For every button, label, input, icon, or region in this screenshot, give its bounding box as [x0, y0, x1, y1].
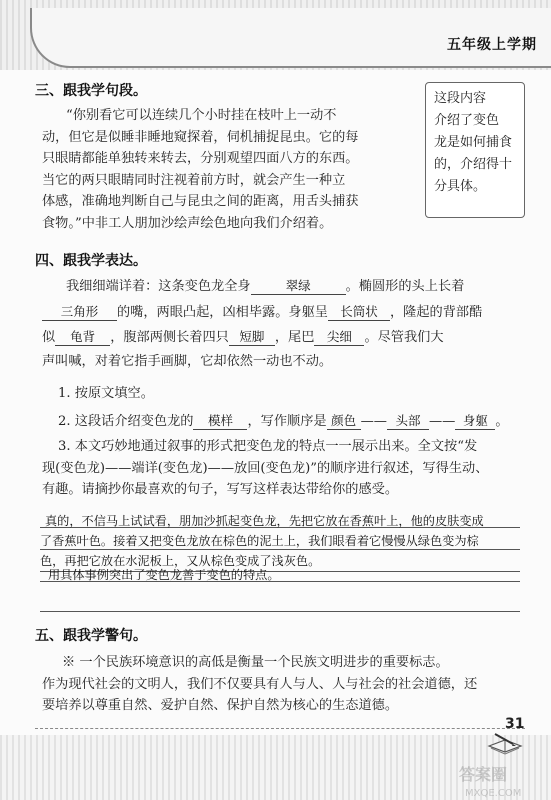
passage-line-1: 我细细端详着：这条变色龙全身 翠绿 。椭圆形的头上长着	[66, 278, 465, 294]
book-pencil-icon	[485, 730, 525, 756]
question-2: 2. 这段话介绍变色龙的 模样 ，写作顺序是 颜色 —— 头部 —— 身躯 。	[58, 413, 509, 429]
callout-line: 介绍了变色	[434, 113, 500, 128]
maxim-line: 要培养以尊重自然、爱护自然、保护自然为核心的生态道德。	[42, 698, 399, 713]
section-4-passage	[42, 276, 522, 372]
section-3-title: 三、跟我学句段。	[35, 83, 147, 99]
comment-callout	[425, 82, 525, 218]
callout-line: 分具体。	[434, 179, 487, 194]
passage-line: 食物。”中非工人朋加沙绘声绘色地向我们介绍着。	[42, 215, 333, 231]
watermark-text: 答案圈	[459, 765, 508, 784]
fill-blank: 翠绿	[251, 278, 346, 295]
passage-line: 动，但它是似睡非睡地窥探着，伺机捕捉昆虫。它的每	[42, 129, 359, 145]
maxim-line: ※ 一个民族环境意识的高低是衡量一个民族文明进步的重要标志。	[62, 655, 449, 670]
maxim-line: 作为现代社会的文明人，我们不仅要具有人与人、人与社会的社会道德，还	[42, 676, 478, 692]
section-3-passage	[42, 105, 422, 234]
fill-blank: 身躯	[455, 413, 495, 430]
answer-line: 真的，不信马上试试看，朋加沙抓起变色龙，先把它放在香蕉叶上，他的皮肤变成	[45, 514, 484, 528]
watermark-url: MXQE.COM	[465, 788, 522, 799]
callout-line: 这段内容	[434, 91, 487, 106]
question-3-line: 3. 本文巧妙地通过叙事的形式把变色龙的特点一一展示出来。全文按“发	[58, 439, 478, 454]
watermark-logo	[455, 760, 545, 800]
answer-line: 用具体事例突出了变色龙善于变色的特点。	[48, 568, 280, 582]
page-number: 31	[505, 716, 525, 732]
question-3	[42, 436, 527, 501]
passage-line-2: 三角形 的嘴，两眼凸起，凶相毕露。身躯呈 长筒状 ，隆起的背部酷	[42, 302, 522, 324]
answer-rule	[40, 611, 520, 612]
passage-line-3: 似 龟背 ，腹部两侧长着四只 短脚 ，尾巴 尖细 。尽管我们大	[42, 329, 444, 345]
section-5-passage	[42, 652, 527, 717]
fill-blank: 三角形	[42, 304, 117, 321]
fill-blank: 模样	[193, 413, 247, 430]
question-1: 1. 按原文填空。	[58, 386, 154, 401]
question-3-line: 现(变色龙)——端详(变色龙)——放回(变色龙)”的顺序进行叙述，写得生动、	[42, 460, 489, 476]
footer-divider	[35, 728, 525, 729]
fill-blank: 长筒状	[328, 304, 390, 321]
section-4-title: 四、跟我学表达。	[35, 253, 147, 269]
fill-blank: 短脚	[229, 329, 275, 346]
section-5-title: 五、跟我学警句。	[35, 628, 147, 644]
passage-line: 体感，准确地判断自己与昆虫之间的距离，用舌头捕获	[42, 194, 359, 209]
answer-line: 色，再把它放在水泥板上，又从棕色变成了浅灰色。	[40, 554, 321, 568]
fill-blank: 尖细	[314, 329, 364, 346]
callout-line: 龙是如何捕食	[434, 135, 513, 150]
callout-line: 的，介绍得十	[434, 157, 513, 172]
fill-blank: 头部	[387, 413, 429, 430]
passage-line: “你别看它可以连续几个小时挂在枝叶上一动不	[66, 108, 337, 123]
passage-line-4: 声叫喊，对着它指手画脚，它却依然一动也不动。	[42, 353, 333, 369]
fill-blank: 颜色	[327, 413, 361, 430]
question-3-line: 有趣。请摘抄你最喜欢的句子，写写这样表达带给你的感受。	[42, 482, 399, 497]
fill-blank: 龟背	[55, 329, 110, 346]
grade-label: 五年级上学期	[447, 37, 537, 53]
passage-line: 只眼睛都能单独转来转去，分别观望四面八方的东西。	[42, 151, 359, 166]
answer-rule	[40, 549, 520, 550]
passage-line: 当它的两只眼睛同时注视着前方时，就会产生一种立	[42, 172, 346, 188]
answer-line: 了香蕉叶色。接着又把变色龙放在棕色的泥土上，我们眼看着它慢慢从绿色变为棕	[40, 534, 479, 548]
